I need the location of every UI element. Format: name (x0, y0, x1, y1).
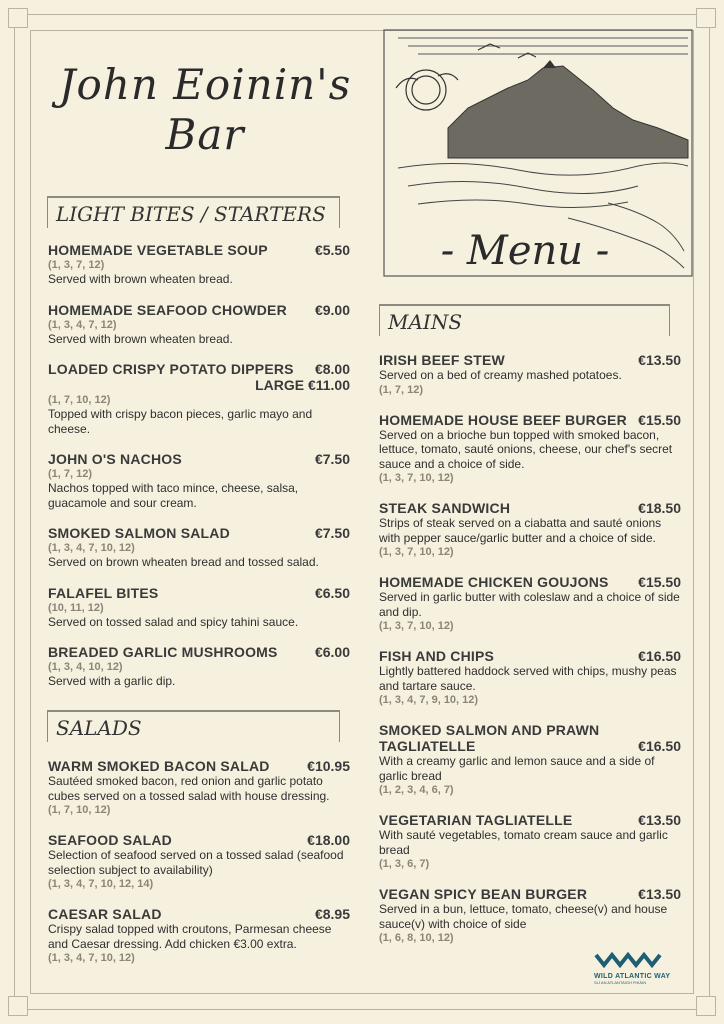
waves-icon (594, 952, 666, 968)
item-description: Served on tossed salad and spicy tahini sauce. (48, 614, 299, 629)
item-name: STEAK SANDWICH (379, 500, 511, 516)
item-price: €5.50 (314, 242, 350, 258)
item-price: €8.95 (314, 906, 350, 922)
section-heading-starters: LIGHT BITES / STARTERS (48, 196, 340, 228)
item-description: With a creamy garlic and lemon sauce and a side of garlic bread (379, 754, 655, 783)
bar-title-line1: John Eoinin's (58, 60, 352, 109)
item-description: Served with brown wheaten bread. (48, 331, 233, 346)
item-name: LOADED CRISPY POTATO DIPPERS (48, 361, 294, 377)
menu-item (379, 352, 681, 397)
item-description: Selection of seafood served on a tossed salad (seafood selection subject to availability) (48, 848, 344, 877)
item-allergens: (1, 7, 10, 12) (48, 394, 111, 406)
item-description: Lightly battered haddock served with chips, mushy peas and tartare sauce. (379, 664, 677, 693)
menu-item (379, 886, 681, 945)
item-allergens: (1, 3, 7, 12) (48, 259, 105, 271)
item-price: €18.50 (638, 500, 681, 516)
item-name: JOHN O'S NACHOS (48, 451, 182, 467)
item-price-large: LARGE €11.00 (255, 377, 350, 393)
menu-item (379, 812, 681, 871)
item-allergens: (1, 3, 4, 7, 10, 12) (48, 952, 135, 964)
starters-list (48, 242, 350, 704)
item-name: HOMEMADE VEGETABLE SOUP (48, 242, 268, 258)
menu-item (48, 451, 350, 510)
item-name: FALAFEL BITES (48, 584, 159, 601)
item-description: Served in garlic butter with coleslaw and a choice of side and dip. (379, 590, 680, 619)
item-name: IRISH BEEF STEW (379, 352, 505, 368)
item-price: €16.50 (638, 738, 681, 754)
menu-item (48, 644, 350, 689)
menu-item (379, 500, 681, 559)
section-heading-salads: SALADS (48, 710, 340, 742)
bar-title-line2: Bar (165, 110, 245, 159)
item-price: €6.00 (314, 644, 350, 660)
item-allergens: (1, 3, 4, 7, 9, 10, 12) (379, 694, 479, 706)
item-price: €13.50 (638, 352, 681, 368)
item-price: €13.50 (638, 812, 681, 828)
item-price: €6.50 (314, 584, 350, 601)
item-price: €7.50 (314, 525, 350, 541)
item-description: Served with brown wheaten bread. (48, 272, 233, 286)
mains-list (379, 352, 681, 960)
item-name: VEGETARIAN TAGLIATELLE (379, 812, 573, 828)
bar-title (40, 60, 370, 160)
menu-item (379, 648, 681, 707)
item-description: Served on brown wheaten bread and tossed salad. (48, 555, 319, 569)
menu-item (48, 302, 350, 347)
item-allergens: (1, 3, 6, 7) (379, 858, 430, 870)
item-allergens: (1, 7, 12) (379, 383, 424, 396)
item-description: With sauté vegetables, tomato cream sauce and garlic bread (379, 828, 668, 857)
item-price: €10.95 (307, 758, 350, 774)
item-allergens: (1, 2, 3, 4, 6, 7) (379, 784, 454, 796)
item-name: WARM SMOKED BACON SALAD (48, 758, 270, 774)
section-heading-mains: MAINS (380, 304, 670, 336)
item-name: VEGAN SPICY BEAN BURGER (379, 886, 588, 902)
item-allergens: (1, 3, 7, 10, 12) (379, 620, 454, 632)
item-description: Topped with crispy bacon pieces, garlic mayo and cheese. (48, 407, 313, 436)
item-name: FISH AND CHIPS (379, 648, 495, 664)
salads-list (48, 758, 350, 980)
item-description: Served with a garlic dip. (48, 674, 176, 688)
item-price: €7.50 (314, 451, 350, 467)
menu-item (48, 906, 350, 965)
item-name: HOMEMADE HOUSE BEEF BURGER (379, 411, 627, 428)
item-name: SMOKED SALMON SALAD (48, 525, 230, 541)
item-allergens: (1, 7, 10, 12) (48, 804, 111, 816)
menu-item (48, 758, 350, 817)
item-allergens: (1, 3, 4, 7, 12) (48, 318, 117, 331)
menu-item (48, 242, 350, 287)
item-name: HOMEMADE CHICKEN GOUJONS (379, 574, 609, 590)
item-description: Served on a brioche bun topped with smoked bacon, lettuce, tomato, sauté onions, cheese, our chef's secret sauce and a choice of side. (379, 427, 673, 471)
item-name: BREADED GARLIC MUSHROOMS (48, 644, 278, 660)
item-allergens: (1, 3, 4, 7, 10, 12) (48, 542, 135, 554)
item-price: €16.50 (638, 648, 681, 664)
item-price: €9.00 (314, 301, 350, 318)
item-description: Crispy salad topped with croutons, Parmesan cheese and Caesar dressing. Add chicken €3.00 extra. (48, 922, 332, 951)
item-description: Sautéed smoked bacon, red onion and garlic potato cubes served on a tossed salad with house dressing. (48, 774, 330, 803)
corner-ornament (696, 996, 716, 1016)
item-description: Strips of steak served on a ciabatta and sauté onions with pepper sauce/garlic butter and a choice of side. (379, 516, 662, 545)
item-price: €13.50 (638, 886, 681, 902)
item-allergens: (1, 3, 7, 10, 12) (379, 546, 454, 558)
menu-item (48, 585, 350, 630)
menu-heading: - Menu - (440, 228, 610, 274)
corner-ornament (8, 996, 28, 1016)
item-price: €8.00 (314, 361, 350, 377)
item-price: €15.50 (638, 411, 681, 428)
item-description: Served on a bed of creamy mashed potatoes. (379, 368, 622, 382)
item-allergens: (1, 7, 12) (48, 468, 93, 480)
item-allergens: (1, 3, 4, 7, 10, 12, 14) (48, 878, 154, 890)
menu-item (379, 412, 681, 486)
item-name: HOMEMADE SEAFOOD CHOWDER (48, 301, 287, 318)
item-allergens: (1, 3, 7, 10, 12) (379, 472, 454, 484)
item-price: €15.50 (638, 574, 681, 590)
item-allergens: (1, 3, 4, 10, 12) (48, 661, 123, 673)
item-name: SEAFOOD SALAD (48, 832, 172, 848)
item-allergens: (10, 11, 12) (48, 601, 104, 614)
menu-item (48, 525, 350, 570)
corner-ornament (696, 8, 716, 28)
item-description: Served in a bun, lettuce, tomato, cheese(v) and house sauce(v) with choice of side (379, 902, 668, 931)
menu-item (48, 361, 350, 436)
item-name: CAESAR SALAD (48, 906, 162, 922)
item-description: Nachos topped with taco mince, cheese, salsa, guacamole and sour cream. (48, 481, 299, 510)
item-allergens: (1, 6, 8, 10, 12) (379, 932, 454, 944)
logo-text: WILD ATLANTIC WAY (594, 973, 671, 980)
item-price: €18.00 (307, 832, 350, 848)
menu-item (48, 832, 350, 891)
item-name: SMOKED SALMON AND PRAWN TAGLIATELLE (379, 722, 600, 754)
menu-item (379, 722, 681, 797)
wild-atlantic-way-logo (594, 952, 674, 985)
logo-subtext: SLÍ AN ATLANTAIGH FHIÁIN (594, 980, 647, 985)
menu-item (379, 574, 681, 633)
corner-ornament (8, 8, 28, 28)
